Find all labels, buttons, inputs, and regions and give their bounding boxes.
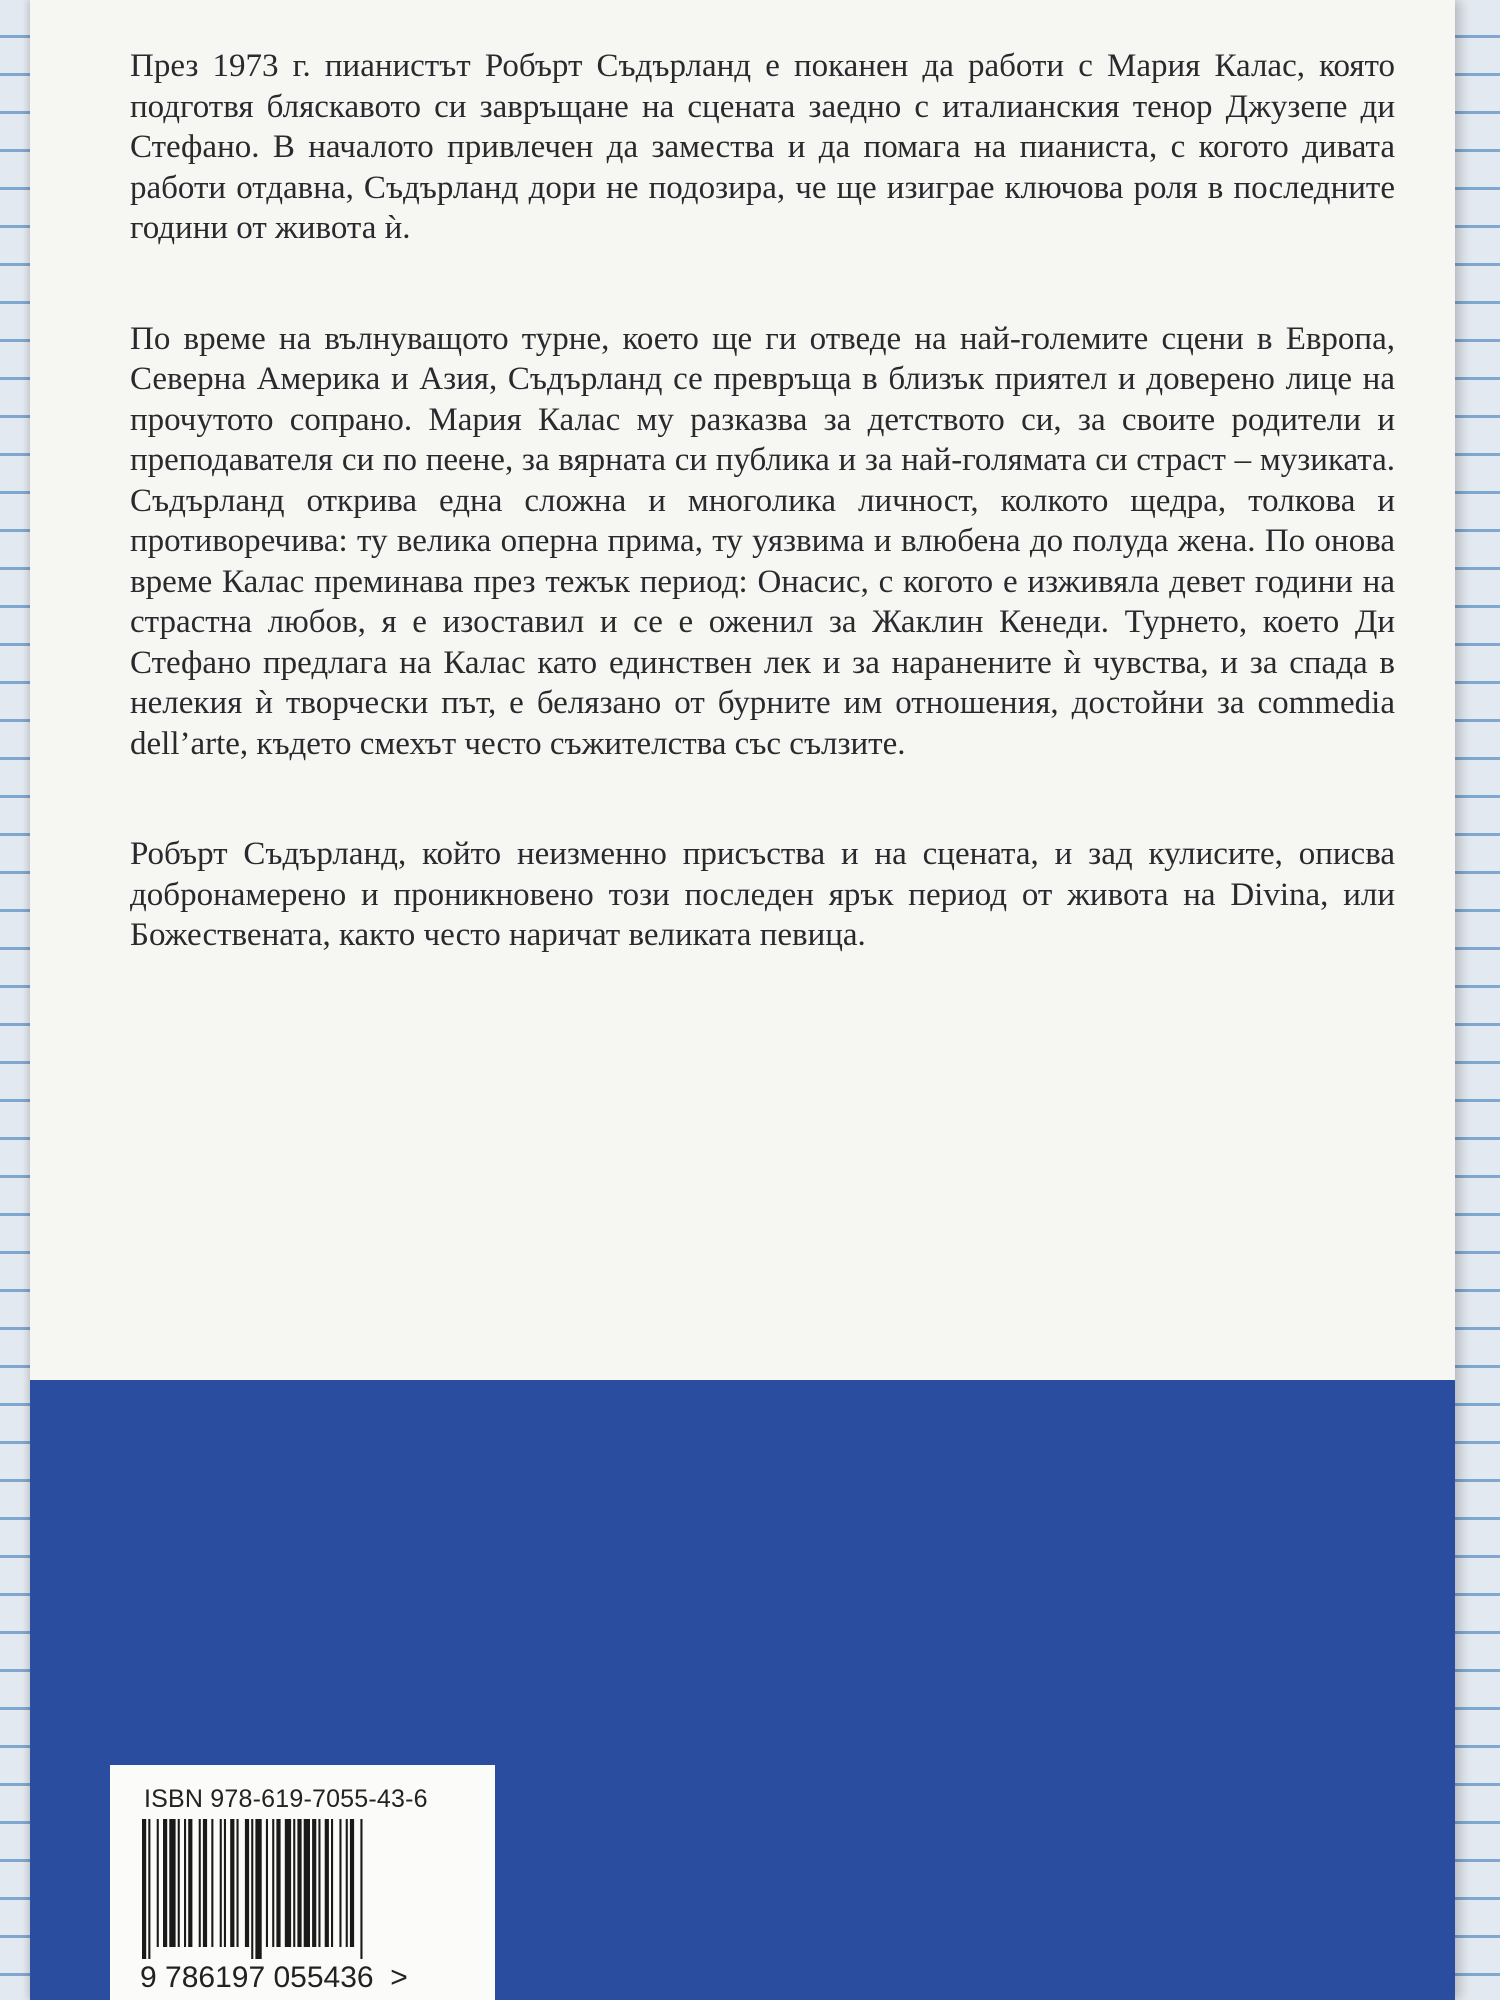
blue-cover-band bbox=[30, 1380, 1455, 2000]
book-back-cover bbox=[30, 0, 1455, 2000]
barcode-bar bbox=[350, 1819, 354, 1947]
barcode-bar bbox=[266, 1819, 268, 1947]
barcode-bar bbox=[245, 1819, 249, 1947]
barcode-bar bbox=[276, 1819, 280, 1947]
barcode-bar bbox=[325, 1819, 329, 1947]
barcode-bar bbox=[255, 1819, 261, 1959]
barcode-bar bbox=[293, 1819, 295, 1947]
blurb-paragraph-2: По време на вълнуващото турне, което ще ги отведе на най-големите сцени в Европа, Северна Америка и Азия, Съдърланд се превръща в близък приятел и доверено лице на прочутото сопрано. Мария Калас му разказва за детството си, за своите родители и преподавателя си по пеене, за вярната си публика и за най-голямата си страст – музиката. Съдърланд открива една сложна и многолика личност, колкото щедра, толкова и противоречива: ту велика оперна прима, ту уязвима и влюбена до полуда жена. По онова време Калас преминава през тежък период: Онасис, с когото е изживяла девет години на страстна любов, я е изоставил и се е оженил за Жаклин Кенеди. Турнето, което Ди Стефано предлага на Калас като единствен лек и за наранените ѝ чувства, и за спада в нелекия ѝ творчески път, е белязано от бурните им отношения, достойни за commedia dell’arte, където смехът често съжителства със сълзите. bbox=[130, 320, 1395, 762]
barcode-bar bbox=[220, 1819, 222, 1947]
barcode-bar bbox=[339, 1819, 341, 1947]
barcode-bar bbox=[237, 1819, 239, 1947]
barcode-bar bbox=[230, 1819, 234, 1947]
barcode-icon bbox=[138, 1819, 438, 1959]
blurb-text bbox=[130, 46, 1395, 956]
barcode-bar bbox=[360, 1819, 362, 1959]
barcode-bar bbox=[224, 1819, 226, 1947]
ean-digits: 9 786197 055436 > bbox=[140, 1961, 408, 1994]
barcode-bar bbox=[251, 1819, 253, 1959]
barcode-bar bbox=[163, 1819, 167, 1947]
barcode-bar bbox=[297, 1819, 301, 1947]
barcode-bar bbox=[211, 1819, 213, 1947]
barcode-bar bbox=[199, 1819, 201, 1947]
barcode-bar bbox=[272, 1819, 274, 1947]
barcode-bar bbox=[178, 1819, 180, 1947]
barcode-bar bbox=[203, 1819, 207, 1947]
barcode-bar bbox=[331, 1819, 333, 1947]
barcode-bar bbox=[184, 1819, 186, 1947]
barcode-bar bbox=[346, 1819, 348, 1947]
barcode-bar bbox=[188, 1819, 192, 1947]
blurb-paragraph-3: Робърт Съдърланд, който неизменно присъства и на сцената, и зад кулисите, описва добронамерено и проникновено този последен ярък период от живота на Divina, или Божествената, както често наричат великата певица. bbox=[130, 836, 1395, 953]
barcode-bar bbox=[148, 1819, 150, 1959]
barcode-bar bbox=[169, 1819, 175, 1947]
isbn-number: ISBN 978-619-7055-43-6 bbox=[144, 1785, 428, 1813]
barcode-bar bbox=[142, 1819, 146, 1959]
barcode-bar bbox=[304, 1819, 310, 1947]
isbn-barcode-label bbox=[110, 1765, 495, 2000]
barcode-bar bbox=[318, 1819, 320, 1947]
barcode-bar bbox=[285, 1819, 291, 1947]
barcode-bar bbox=[157, 1819, 159, 1947]
barcode-bar bbox=[312, 1819, 316, 1947]
blurb-paragraph-1: През 1973 г. пианистът Робърт Съдърланд е поканен да работи с Мария Калас, която подготвя бляскавото си завръщане на сцената заедно с италианския тенор Джузепе ди Стефано. В началото привлечен да замества и да помага на пианиста, с когото дивата работи отдавна, Съдърланд дори не подозира, че ще изиграе ключова роля в последните години от живота ѝ. bbox=[130, 48, 1395, 246]
